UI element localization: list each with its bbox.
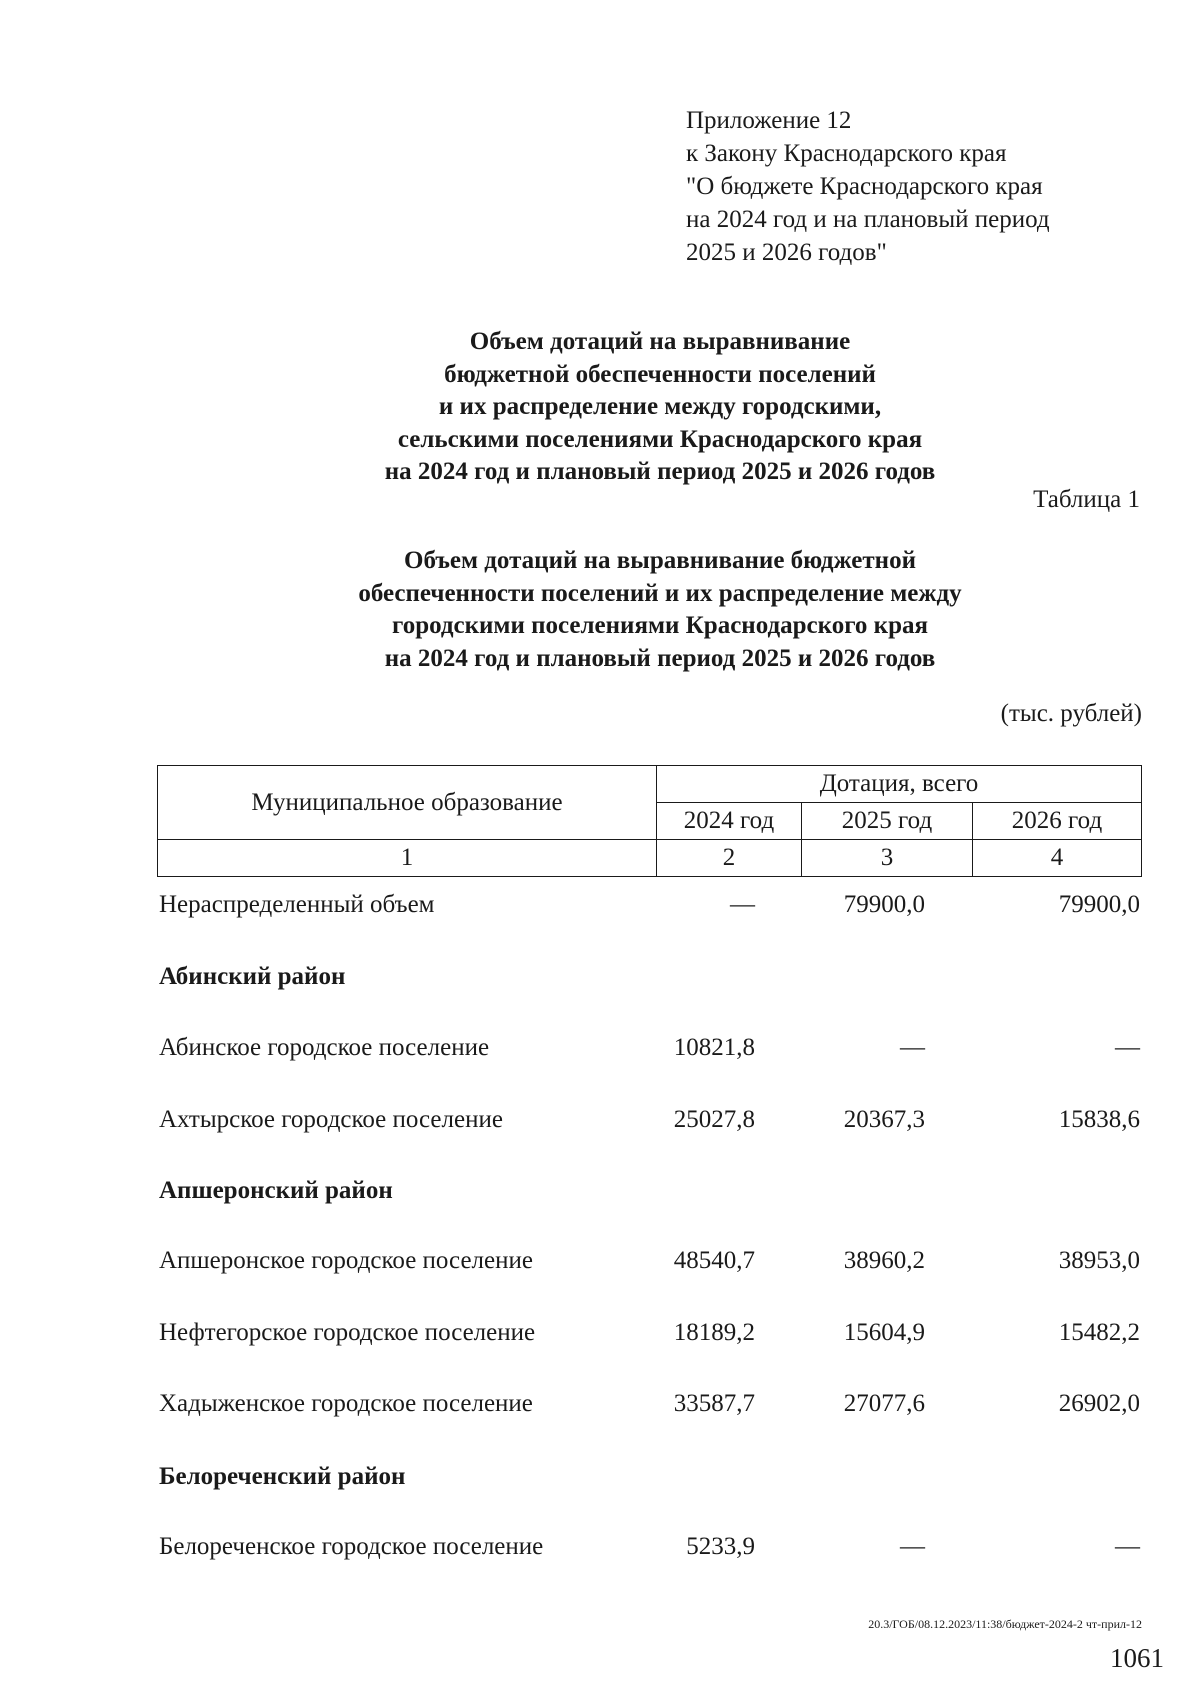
main-title-line: бюджетной обеспеченности поселений bbox=[444, 360, 876, 388]
main-title-line: сельскими поселениями Краснодарского края bbox=[397, 425, 923, 453]
table-header bbox=[157, 765, 1142, 877]
district-name: Белореченский район bbox=[159, 1463, 406, 1490]
value-2026: — bbox=[1115, 1034, 1140, 1061]
value-2024: 33587,7 bbox=[673, 1390, 755, 1417]
value-2024: 18189,2 bbox=[673, 1319, 755, 1346]
value-2024: — bbox=[730, 891, 755, 918]
table-title-line: на 2024 год и плановый период 2025 и 2026 годов bbox=[384, 644, 936, 672]
value-2025: 20367,3 bbox=[843, 1106, 925, 1133]
value-2025: 27077,6 bbox=[843, 1390, 925, 1417]
table-label: Таблица 1 bbox=[1033, 486, 1140, 513]
table-title-line: городскими поселениями Краснодарского края bbox=[391, 612, 929, 639]
value-2026: 15482,2 bbox=[1058, 1319, 1140, 1346]
value-2025: 38960,2 bbox=[843, 1247, 925, 1274]
table-row bbox=[157, 1244, 1142, 1278]
header-municipality: Муниципальное образование bbox=[158, 766, 657, 840]
appendix-reference bbox=[686, 104, 1050, 269]
appendix-line: к Закону Краснодарского края bbox=[686, 140, 1007, 167]
table-row bbox=[157, 1031, 1142, 1065]
row-name: Нераспределенный объем bbox=[159, 891, 435, 918]
value-2026: 38953,0 bbox=[1058, 1247, 1140, 1274]
district-heading bbox=[157, 1460, 1142, 1494]
row-name: Белореченское городское поселение bbox=[159, 1533, 544, 1560]
appendix-line: 2025 и 2026 годов" bbox=[686, 239, 887, 266]
units-label: (тыс. рублей) bbox=[1000, 700, 1142, 727]
row-name: Нефтегорское городское поселение bbox=[159, 1319, 536, 1346]
header-year-2026: 2026 год bbox=[973, 803, 1142, 840]
page-number: 1061 bbox=[1110, 1643, 1164, 1673]
table-row bbox=[157, 1316, 1142, 1350]
table-row bbox=[157, 1387, 1142, 1421]
appendix-line: на 2024 год и на плановый период bbox=[686, 206, 1050, 233]
value-2026: — bbox=[1115, 1533, 1140, 1560]
district-heading bbox=[157, 1174, 1142, 1208]
value-2024: 10821,8 bbox=[673, 1034, 755, 1061]
main-title-line: Объем дотаций на выравнивание bbox=[469, 328, 851, 355]
value-2024: 5233,9 bbox=[686, 1533, 755, 1560]
row-name: Апшеронское городское поселение bbox=[159, 1247, 533, 1274]
table-title-line: Объем дотаций на выравнивание бюджетной bbox=[404, 547, 916, 574]
table-row bbox=[157, 1103, 1142, 1137]
value-2024: 48540,7 bbox=[673, 1247, 755, 1274]
value-2025: — bbox=[900, 1533, 925, 1560]
row-name: Хадыженское городское поселение bbox=[159, 1390, 533, 1417]
appendix-line: Приложение 12 bbox=[686, 107, 852, 134]
table-row bbox=[157, 1530, 1142, 1564]
appendix-line: "О бюджете Краснодарского края bbox=[686, 173, 1043, 200]
district-name: Апшеронский район bbox=[159, 1177, 393, 1204]
value-2026: 79900,0 bbox=[1058, 891, 1140, 918]
value-2024: 25027,8 bbox=[673, 1106, 755, 1133]
value-2025: 15604,9 bbox=[843, 1319, 925, 1346]
header-year-2025: 2025 год bbox=[802, 803, 973, 840]
value-2025: — bbox=[900, 1034, 925, 1061]
district-heading bbox=[157, 960, 1142, 994]
header-year-2024: 2024 год bbox=[657, 803, 802, 840]
district-name: Абинский район bbox=[159, 963, 346, 990]
table-title-line: обеспеченности поселений и их распределение между bbox=[358, 579, 962, 607]
header-subsidy-total: Дотация, всего bbox=[657, 766, 1142, 803]
row-name: Абинское городское поселение bbox=[159, 1034, 490, 1061]
column-number: 1 bbox=[158, 840, 657, 877]
main-title-line: и их распределение между городскими, bbox=[438, 393, 882, 420]
main-title-line: на 2024 год и плановый период 2025 и 2026 годов bbox=[384, 458, 936, 485]
table-row bbox=[157, 888, 1142, 922]
main-title bbox=[160, 326, 1160, 489]
document-code: 20.3/ГОБ/08.12.2023/11:38/бюджет-2024-2 чт-прил-12 bbox=[868, 1617, 1142, 1631]
column-number: 2 bbox=[657, 840, 802, 877]
table-title bbox=[160, 545, 1160, 675]
column-number: 4 bbox=[973, 840, 1142, 877]
row-name: Ахтырское городское поселение bbox=[159, 1106, 503, 1133]
column-number: 3 bbox=[802, 840, 973, 877]
value-2026: 26902,0 bbox=[1058, 1390, 1140, 1417]
value-2026: 15838,6 bbox=[1058, 1106, 1140, 1133]
value-2025: 79900,0 bbox=[843, 891, 925, 918]
